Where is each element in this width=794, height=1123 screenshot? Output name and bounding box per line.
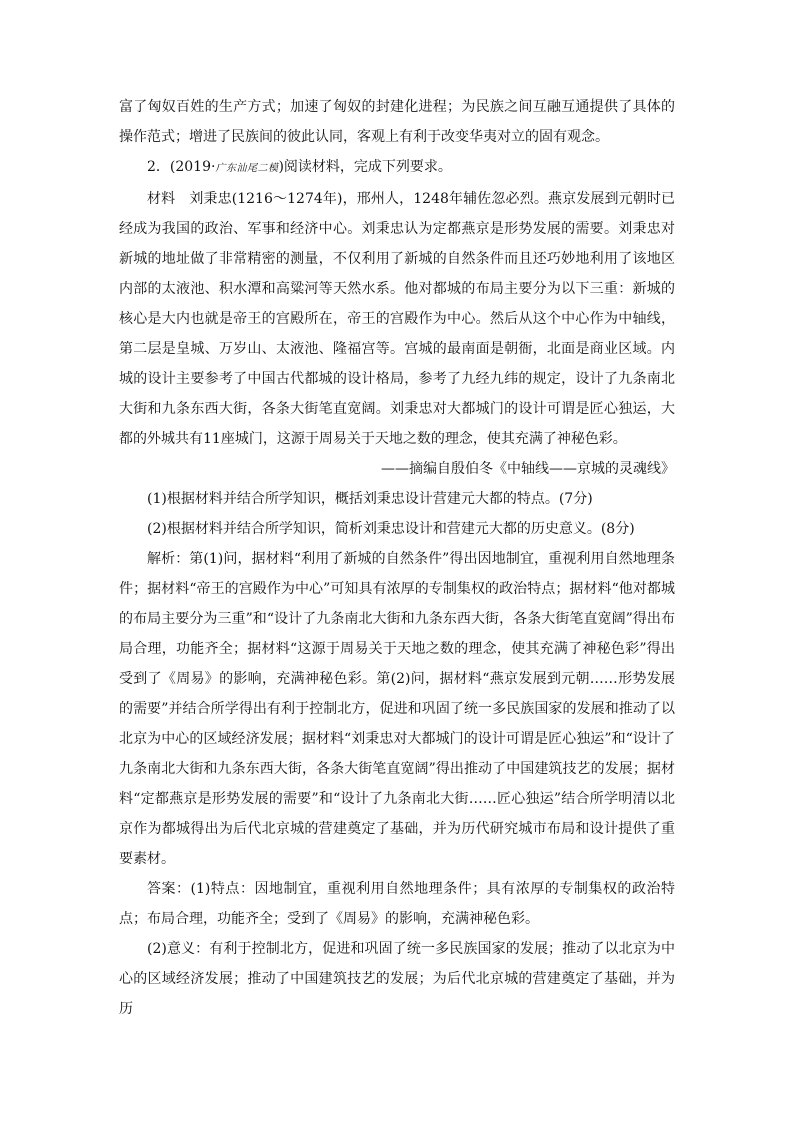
question-number: 2．(2019·: [147, 159, 216, 175]
sub-question-2: (2)根据材料并结合所学知识，简析刘秉忠设计和营建元大都的历史意义。(8分): [147, 521, 635, 537]
material-paragraph: 材料 刘秉忠(1216～1274年)，邢州人，1248年辅佐忽必烈。燕京发展到元朝时已经成为我国的政治、军事和经济中心。刘秉忠认为定都燕京是形势发展的需要。刘秉忠对新城的地址做了非常精密的测量，不仅利用了新城的自然条件而且还巧妙地利用了该地区内部的太液池、积水潭和高粱河等天然水系。他对都城的布局主要分为以下三重：新城的核心是大内也就是帝王的宫殿所在，帝王的宫殿作为中心。然后从这个中心作为中轴线，第二层是皇城、万岁山、太液池、隆福宫等。宫城的最南面是朝衙，北面是商业区域。内城的设计主要参考了中国古代都城的设计格局，参考了九经九纬的规定，设计了九条南北大街和九条东西大街，各条大街笔直宽阔。刘秉忠对大都城门的设计可谓是匠心独运，大都的外城共有11座城门，这源于周易关于天地之数的理念，使其充满了神秘色彩。: [119, 191, 675, 447]
document-body: [119, 92, 675, 1024]
question-source: 广东汕尾二模: [215, 163, 279, 174]
answer-part-1: 答案：(1)特点：因地制宜，重视利用自然地理条件；具有浓厚的专制集权的政治特点；布局合理，功能齐全；受到了《周易》的影响，充满神秘色彩。: [119, 881, 675, 927]
analysis-paragraph: 解析：第(1)问，据材料“利用了新城的自然条件”得出因地制宜，重视利用自然地理条件；据材料“帝王的宫殿作为中心”可知具有浓厚的专制集权的政治特点；据材料“他对都城的布局主要分为三重”和“设计了九条南北大街和九条东西大街，各条大街笔直宽阔”得出布局合理，功能齐全；据材料“这源于周易关于天地之数的理念，使其充满了神秘色彩”得出受到了《周易》的影响，充满神秘色彩。第(2)问，据材料“燕京发展到元朝……形势发展的需要”并结合所学得出有利于控制北方，促进和巩固了统一多民族国家的发展和推动了以北京为中心的区域经济发展；据材料“刘秉忠对大都城门的设计可谓是匠心独运”和“设计了九条南北大街和九条东西大街，各条大街笔直宽阔”得出推动了中国建筑技艺的发展；据材料“定都燕京是形势发展的需要”和“设计了九条南北大街……匠心独运”结合所学明清以北京作为都城得出为后代北京城的营建奠定了基础，并为历代研究城市布局和设计提供了重要素材。: [119, 551, 675, 867]
material-source: ——摘编自殷伯冬《中轴线——京城的灵魂线》: [381, 461, 675, 477]
question-2-heading: [119, 152, 675, 184]
continued-paragraph: 富了匈奴百姓的生产方式；加速了匈奴的封建化进程；为民族之间互融互通提供了具体的操作范式；增进了民族间的彼此认同，客观上有利于改变华夷对立的固有观念。: [119, 99, 675, 145]
question-instruction: )阅读材料，完成下列要求。: [278, 159, 452, 175]
answer-part-2: (2)意义：有利于控制北方，促进和巩固了统一多民族国家的发展；推动了以北京为中心的区域经济发展；推动了中国建筑技艺的发展；为后代北京城的营建奠定了基础，并为历: [119, 941, 675, 1017]
sub-question-1: (1)根据材料并结合所学知识，概括刘秉忠设计营建元大都的特点。(7分): [147, 491, 593, 507]
